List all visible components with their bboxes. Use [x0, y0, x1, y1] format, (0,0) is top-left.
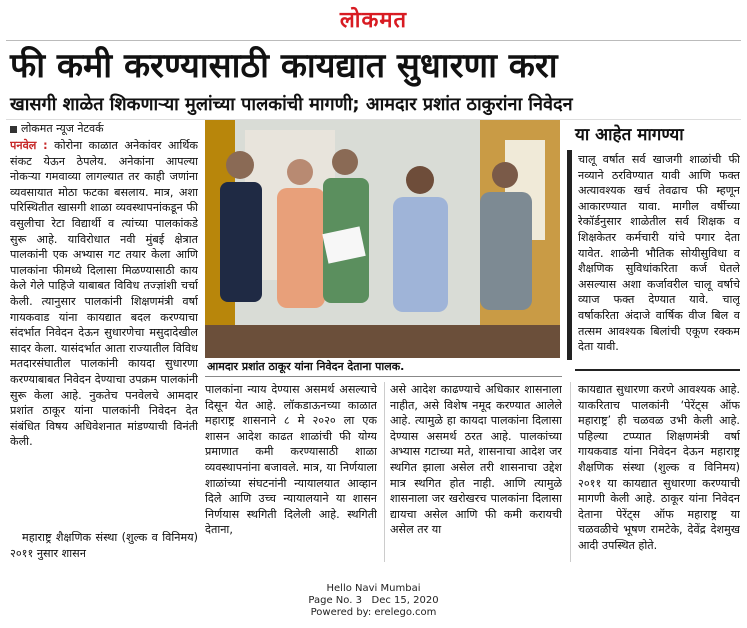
photo-caption: आमदार प्रशांत ठाकूर यांना निवेदन देताना पालक. — [205, 358, 562, 377]
subheadline: खासगी शाळेत शिकणाऱ्या मुलांच्या पालकांची मागणी; आमदार प्रशांत ठाकुरांना निवेदन — [10, 94, 573, 115]
footer-powered-by: Powered by: erelego.com — [310, 607, 437, 618]
footer-edition: Hello Navi Mumbai — [326, 583, 421, 594]
footer-page-date: Page No. 3 Dec 15, 2020 — [308, 595, 439, 606]
masthead-rule — [6, 40, 741, 41]
sidebar-title: या आहेत मागण्या — [575, 125, 684, 145]
photo-illustration — [205, 120, 560, 358]
sidebar-accent-bar — [567, 150, 572, 360]
sidebar-body: चालू वर्षात सर्व खाजगी शाळांची फी नव्याने ठरविण्यात यावी आणि फक्त अत्यावश्यक खर्च तेवढाच फी म्हणून आकारण्यात यावा. मागील वर्षीच्या रेकॉर्डनुसार शाळेतील सर्व शिक्षक व शिक्षकेतर कर्मचारी यांचे पगार देता यावेत. शाळेनी भौतिक सोयीसुविधा व शैक्षणिक सुविधांकरिता कर्ज घेतले असल्यास अशा कर्जावरील चालू वर्षाचे व्याज फक्त देण्यात यावे. चालू वर्षाकरिता अंदाजे वार्षिक वीज बिल व तत्सम आवश्यक बिलांची एकूण रक्कम देता यावी. — [578, 153, 740, 354]
headline: फी कमी करण्यासाठी कायद्यात सुधारणा करा — [10, 46, 558, 86]
column-1 — [10, 138, 198, 530]
bullet-square-icon — [10, 126, 17, 133]
article-photo — [205, 120, 560, 358]
column-1-tail: महाराष्ट्र शैक्षणिक संस्था (शुल्क व विनिमय) २०११ नुसार शासन — [10, 531, 198, 560]
column-4: कायद्यात सुधारणा करणे आवश्यक आहे. याकरिताच पालकांनी ‘पेरेंट्स ऑफ महाराष्ट्र’ ही चळवळ उभी केली आहे. पहिल्या टप्प्यात शिक्षणमंत्री वर्षा गायकवाड यांना निवेदन देऊन महाराष्ट्र शैक्षणिक संस्था (शुल्क व विनिमय) २०११ या कायद्यात सुधारणा करण्याची मागणी केली आहे. ठाकूर यांना निवेदन देताना पेरेंट्स ऑफ महाराष्ट्र या चळवळीचे भूषण रामटेके, देवेंद्र देशमुख आदी उपस्थित होते. — [578, 383, 740, 552]
column-1-lead: कोरोना काळात अनेकांवर आर्थिक संकट येऊन ठेपलेय. अनेकांना आपल्या नोकऱ्या गमवाव्या लागल्यात तर काही जणांना व्यवसायात मोठा फटका बसलाय. मात्र, अशा परिस्थितीत खासगी शाळा व्यवस्थापनांकडून फी वसुलीचा रेटा विद्यार्थी व त्यांच्या पालकांकडे सुरू आहे. याविरोधात नवी मुंबई क्षेत्रात पालकांनी एक अभ्यास गट तयार केला आणि पालकांना फीमध्ये दिलासा मिळण्यासाठी काय केले गेले पाहिजे याबाबत विविध तज्ज्ञांशी चर्चा केली. त्यानुसार पालकांनी शिक्षणमंत्री वर्षा गायकवाड यांना कायद्यात बदल करण्याचा संदर्भात निवेदन देऊन सुधारणेचा मसुदादेखील सादर केला. यासंदर्भात आता राज्यातील विविध मतदारसंघातील पालकांनी कायदा सुधारणा करण्याबाबत निवेदन देण्याचा उपक्रम पालकांनी सुरू केला आहे. नुकतेच पनवेलचे आमदार प्रशांत ठाकूर यांना पालकांनी निवेदन देत संबंधित विषय अधिवेशनात मांडण्याची विनंती केली. — [10, 139, 198, 449]
dateline: पनवेल : — [10, 139, 48, 152]
masthead — [0, 0, 747, 40]
sidebar-bottom-rule — [575, 369, 740, 371]
newspaper-logo: लोकमत — [339, 7, 408, 33]
column-divider — [570, 382, 571, 562]
footer — [0, 583, 747, 619]
column-2: पालकांना न्याय देण्यास असमर्थ असल्याचे दिसून येत आहे. लॉकडाऊनच्या काळात महाराष्ट्र शासनाने ८ मे २०२० ला एक शासन आदेश काढत शाळांची फी योग्य प्रमाणात कमी करण्यासाठी शाळा व्यवस्थापनांना बजावले. मात्र, या निर्णयाला शाळांच्या संघटनांनी न्यायालयात आव्हान दिले आणि उच्च न्यायालयाने या शासन निर्णयास स्थगिती दिलेली आहे. स्थगिती देताना, — [205, 383, 377, 537]
column-3: असे आदेश काढण्याचे अधिकार शासनाला नाहीत, असे विशेष नमूद करण्यात आलेले आहे. त्यामुळे हा कायदा पालकांना दिलासा देण्यास असमर्थ ठरत आहे. पालकांच्या अभ्यास गटाच्या मते, शासनाचा आदेश जर स्थगित झाला असेल तरी शासनाचा उद्देश मात्र स्थगित होत नाही. आणि त्यामुळे शासनाला जर खरोखरच पालकांना दिलासा द्यायचा असेल आणि फी कमी करायची असेल तर या — [390, 383, 562, 537]
byline: लोकमत न्यूज नेटवर्क — [10, 121, 200, 137]
column-divider — [384, 382, 385, 562]
